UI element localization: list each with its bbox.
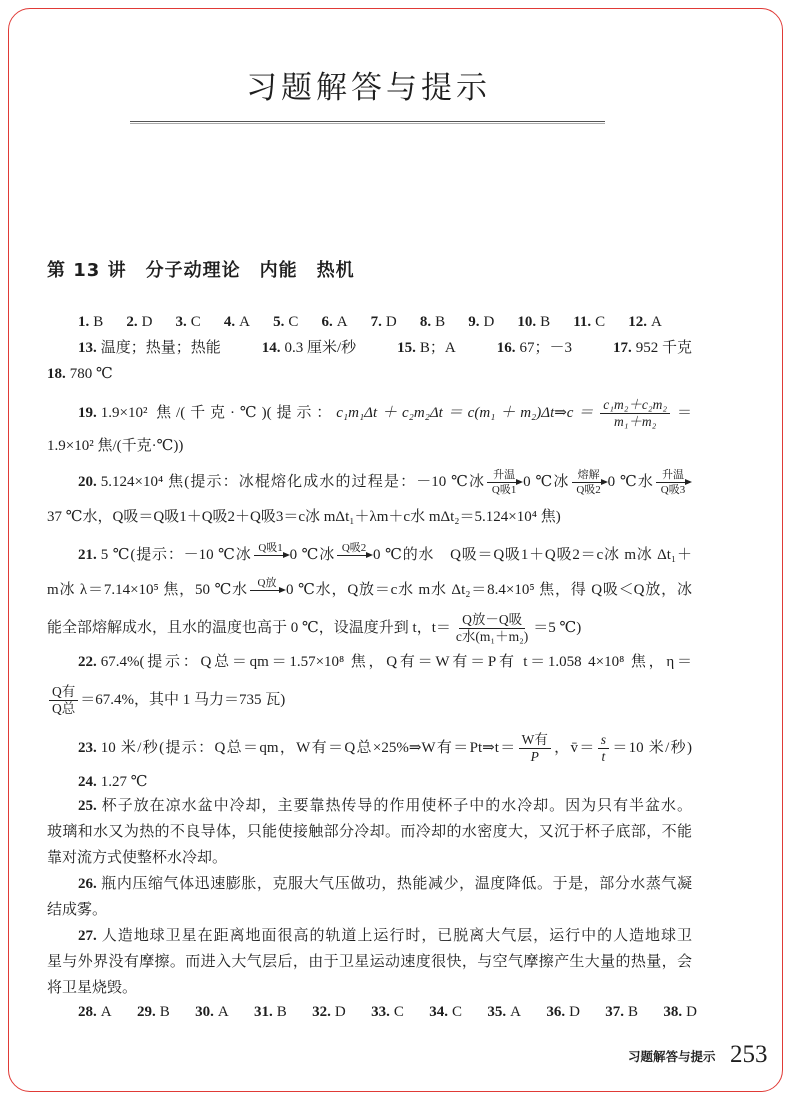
item-answer: B；A	[419, 340, 456, 356]
fraction	[49, 684, 78, 717]
answer-27-line-3: 将卫星烧毁。	[47, 980, 138, 996]
item-number: 33.	[371, 1004, 390, 1020]
item-number: 7.	[370, 314, 382, 330]
answer-item	[273, 309, 298, 335]
item-answer: A	[100, 1004, 112, 1020]
fraction-denominator: P	[530, 749, 539, 764]
item-number: 27.	[78, 928, 97, 944]
hint-text: ＝67.4%，其中 1 马力＝735 瓦)	[80, 691, 286, 708]
arrow-label-top: 熔解	[577, 469, 600, 482]
item-number: 2.	[126, 314, 138, 330]
item-number: 16.	[496, 340, 516, 356]
item-number: 3.	[175, 314, 187, 330]
item-number: 10.	[517, 314, 537, 330]
item-number: 20.	[78, 474, 97, 490]
item-answer: B	[435, 314, 446, 330]
arrow-label-bottom: Q吸1	[491, 484, 517, 497]
hint-text: ＝5 ℃)	[533, 619, 582, 636]
hint-text: (提示：－10 ℃冰	[130, 547, 252, 563]
arrow-right-icon	[572, 482, 606, 483]
answer-26-line-2: 结成雾。	[47, 902, 108, 918]
hint-text: ＝10 米/秒)	[610, 739, 692, 756]
item-number: 1.	[78, 314, 90, 330]
item-answer: D	[385, 314, 397, 330]
running-footer-title: 习题解答与提示	[628, 1049, 716, 1064]
item-number: 15.	[397, 340, 416, 356]
arrow-right-icon	[250, 590, 284, 591]
answer-item	[78, 335, 221, 361]
answer-item	[224, 309, 250, 335]
item-number: 17.	[612, 340, 632, 356]
fraction-numerator: Q有	[49, 684, 78, 701]
item-number: 31.	[254, 1004, 273, 1020]
fraction	[598, 732, 609, 765]
item-number: 23.	[78, 739, 97, 756]
arrow-right-icon	[656, 482, 690, 483]
item-answer: A	[239, 314, 250, 330]
item-answer: B	[628, 1004, 639, 1020]
paragraph-text: 人造地球卫星在距离地面很高的轨道上运行时，已脱离大气层，运行中的人造地球卫	[100, 928, 692, 944]
item-answer: C	[451, 1004, 462, 1020]
answer-item	[468, 309, 494, 335]
item-number: 32.	[312, 1004, 331, 1020]
arrow-label-top: 升温	[493, 469, 516, 482]
hint-text: (提示：Q总＝qm＝1.57×10⁸ 焦，Q有＝W有＝P有 t＝1.058 4×10⁸ 焦，η＝	[139, 654, 692, 670]
answer-item	[176, 309, 201, 335]
fraction-numerator: s	[598, 732, 609, 749]
hint-text: m冰 λ＝7.14×10⁵ 焦，50 ℃水	[47, 582, 248, 598]
item-answer: A	[217, 1004, 229, 1020]
answer-item	[429, 999, 462, 1025]
answer-item	[420, 309, 445, 335]
process-arrow	[250, 577, 284, 604]
item-answer: A	[510, 1004, 521, 1020]
answer-18	[47, 361, 692, 387]
item-answer: B	[276, 1004, 287, 1020]
answer-21-line-2	[47, 577, 692, 603]
item-answer: 5.124×10⁴ 焦	[100, 474, 185, 490]
arrow-label-top: Q吸1	[258, 542, 283, 555]
state-text: 0 ℃冰	[289, 547, 336, 563]
answer-26-line-1	[47, 871, 692, 897]
item-answer: C	[393, 1004, 404, 1020]
item-answer: A	[336, 314, 348, 330]
answer-item	[371, 309, 397, 335]
answer-item	[613, 335, 692, 361]
fraction	[600, 397, 670, 430]
answer-item	[78, 999, 112, 1025]
item-number: 21.	[78, 547, 97, 563]
arrow-right-icon	[337, 555, 371, 556]
fraction	[453, 612, 531, 645]
arrow-label-bottom: Q吸2	[576, 484, 601, 497]
item-answer: 67；－3	[519, 340, 572, 356]
answer-21-line-1	[47, 542, 692, 568]
item-number: 22.	[78, 654, 97, 670]
item-number: 5.	[273, 314, 285, 330]
state-text: 0 ℃冰	[523, 474, 570, 490]
process-arrow	[254, 542, 288, 569]
item-answer: D	[686, 1004, 697, 1020]
answer-24	[47, 769, 692, 795]
item-answer: C	[190, 314, 201, 330]
answer-20-line-1	[47, 469, 692, 495]
hint-open: (提示：	[266, 404, 337, 421]
item-number: 11.	[573, 314, 592, 330]
answer-22-line-2	[47, 684, 692, 716]
paragraph-text: 杯子放在凉水盆中冷却，主要靠热传导的作用使杯子中的水冷却。因为只有半盆水。	[100, 798, 692, 814]
hint-text: 0 ℃水，Q放＝c水 m水 Δt₂＝8.4×10⁵ 焦，得 Q吸＜Q放，冰	[286, 582, 692, 598]
process-arrow	[487, 469, 521, 496]
paragraph-text: 瓶内压缩气体迅速膨胀，克服大气压做功，热能减少，温度降低。于是，部分水蒸气凝	[100, 876, 692, 892]
answer-item	[254, 999, 287, 1025]
item-number: 18.	[47, 366, 66, 382]
answer-item	[628, 309, 662, 335]
title-underline	[130, 121, 605, 124]
answer-item	[262, 335, 356, 361]
answer-item	[371, 999, 404, 1025]
process-arrow	[572, 469, 606, 496]
item-number: 30.	[195, 1004, 214, 1020]
answer-27-line-1	[47, 923, 692, 949]
item-number: 37.	[605, 1004, 625, 1020]
state-text: 0 ℃水	[607, 474, 655, 490]
item-answer: C	[595, 314, 606, 330]
item-answer: D	[569, 1004, 580, 1020]
item-answer: 1.9×10² 焦/(千克·℃)	[100, 404, 267, 421]
hint-text: (提示：冰棍熔化成水的过程是：－10 ℃冰	[184, 474, 486, 490]
answer-item	[546, 999, 580, 1025]
item-number: 35.	[487, 1004, 507, 1020]
hint-text: 能全部熔解成水，且水的温度也高于 0 ℃，设温度升到 t，t＝	[47, 619, 451, 636]
arrow-label-top: Q放	[257, 577, 277, 590]
item-answer: 10 米/秒	[100, 739, 160, 756]
answers-row-13-17	[78, 335, 692, 361]
item-answer: 780 ℃	[69, 366, 113, 382]
arrow-label-top: 升温	[662, 469, 685, 482]
item-answer: D	[334, 1004, 346, 1020]
answer-19-line-1	[47, 397, 692, 429]
answer-22-line-1	[47, 649, 692, 675]
equals-sign: ＝	[672, 404, 692, 421]
hint-text: 0 ℃的水 Q吸＝Q吸1＋Q吸2＝c冰 m冰 Δt₁＋	[373, 547, 693, 563]
item-number: 6.	[321, 314, 333, 330]
section-heading: 第 13 讲 分子动理论 内能 热机	[47, 260, 355, 281]
answer-item	[487, 999, 521, 1025]
item-number: 12.	[628, 314, 648, 330]
item-number: 24.	[78, 774, 97, 790]
item-number: 19.	[78, 404, 97, 421]
item-number: 4.	[223, 314, 236, 330]
answer-20-line-2: 37 ℃水，Q吸＝Q吸1＋Q吸2＋Q吸3＝c冰 mΔt₁＋λm＋c水 mΔt₂＝5.124×10⁴ 焦)	[47, 509, 561, 525]
fraction-numerator: Q放－Q吸	[459, 612, 525, 629]
item-number: 36.	[546, 1004, 566, 1020]
fraction-denominator: t	[601, 749, 606, 764]
arrow-right-icon	[487, 482, 521, 483]
equation: c₁m₁Δt＋c₂m₂Δt＝c(m₁＋m₂)Δt⇒c＝	[336, 404, 599, 421]
item-number: 29.	[136, 1004, 156, 1020]
page-number: 253	[730, 1041, 768, 1068]
process-arrow	[337, 542, 371, 569]
item-answer: D	[483, 314, 495, 330]
item-number: 28.	[78, 1004, 97, 1020]
fraction-numerator: c₁m₂＋c₂m₂	[600, 397, 670, 414]
item-number: 38.	[663, 1004, 683, 1020]
item-number: 34.	[429, 1004, 448, 1020]
page-title: 习题解答与提示	[246, 70, 491, 106]
answer-25-line-2: 玻璃和水又为热的不良导体，只能使接触部分冷却。而冷却的水密度大，又沉于杯子底部，不能	[47, 824, 692, 840]
answer-23	[47, 732, 692, 764]
answer-item	[78, 309, 103, 335]
answer-item	[126, 309, 152, 335]
answer-25-line-3: 靠对流方式使整杯水冷却。	[47, 850, 228, 866]
fraction-denominator: c水(m₁＋m₂)	[455, 629, 529, 644]
answer-item	[663, 999, 697, 1025]
item-number: 14.	[261, 340, 281, 356]
fraction-denominator: m₁＋m₂	[613, 414, 657, 429]
item-answer: 温度；热量；热能	[100, 340, 221, 356]
answer-item	[605, 999, 638, 1025]
fraction-denominator: Q总	[52, 701, 76, 716]
item-number: 13.	[78, 340, 97, 356]
arrow-label-bottom: Q吸3	[660, 484, 686, 497]
item-answer: 67.4%	[100, 654, 140, 670]
item-number: 9.	[468, 314, 480, 330]
answer-item	[195, 999, 229, 1025]
answer-item	[397, 335, 456, 361]
item-answer: B	[540, 314, 551, 330]
answer-item	[137, 999, 170, 1025]
arrow-label-top: Q吸2	[341, 542, 367, 555]
item-number: 25.	[78, 798, 97, 814]
item-number: 8.	[419, 314, 432, 330]
hint-text: (提示：Q总＝qm，W有＝Q总×25%⇒W有＝Pt⇒t＝	[159, 739, 517, 756]
answer-item	[517, 309, 550, 335]
process-arrow	[656, 469, 690, 496]
item-number: 26.	[78, 876, 97, 892]
answer-21-line-3	[47, 612, 692, 644]
answer-27-line-2: 星与外界没有摩擦。而进入大气层后，由于卫星运动速度很快，与空气摩擦产生大量的热量，会	[47, 954, 692, 970]
item-answer: 0.3 厘米/秒	[284, 340, 357, 356]
answer-item	[312, 999, 346, 1025]
fraction	[519, 732, 551, 765]
item-answer: 5 ℃	[100, 547, 131, 563]
item-answer: A	[651, 314, 662, 330]
item-answer: D	[141, 314, 153, 330]
item-answer: C	[288, 314, 299, 330]
answer-19-line-2: 1.9×10² 焦/(千克·℃))	[47, 438, 184, 454]
answer-item	[321, 309, 347, 335]
answers-row-1-12	[78, 309, 662, 335]
answer-item	[497, 335, 572, 361]
item-answer: 952 千克	[635, 340, 692, 356]
item-answer: 1.27 ℃	[100, 774, 148, 790]
answer-25-line-1	[47, 793, 692, 819]
fraction-numerator: W有	[519, 732, 551, 749]
answers-row-28-38	[78, 999, 697, 1025]
answer-item	[573, 309, 605, 335]
item-answer: B	[93, 314, 104, 330]
hint-text: ，v̄＝	[552, 739, 596, 756]
item-answer: B	[159, 1004, 170, 1020]
arrow-right-icon	[254, 555, 288, 556]
